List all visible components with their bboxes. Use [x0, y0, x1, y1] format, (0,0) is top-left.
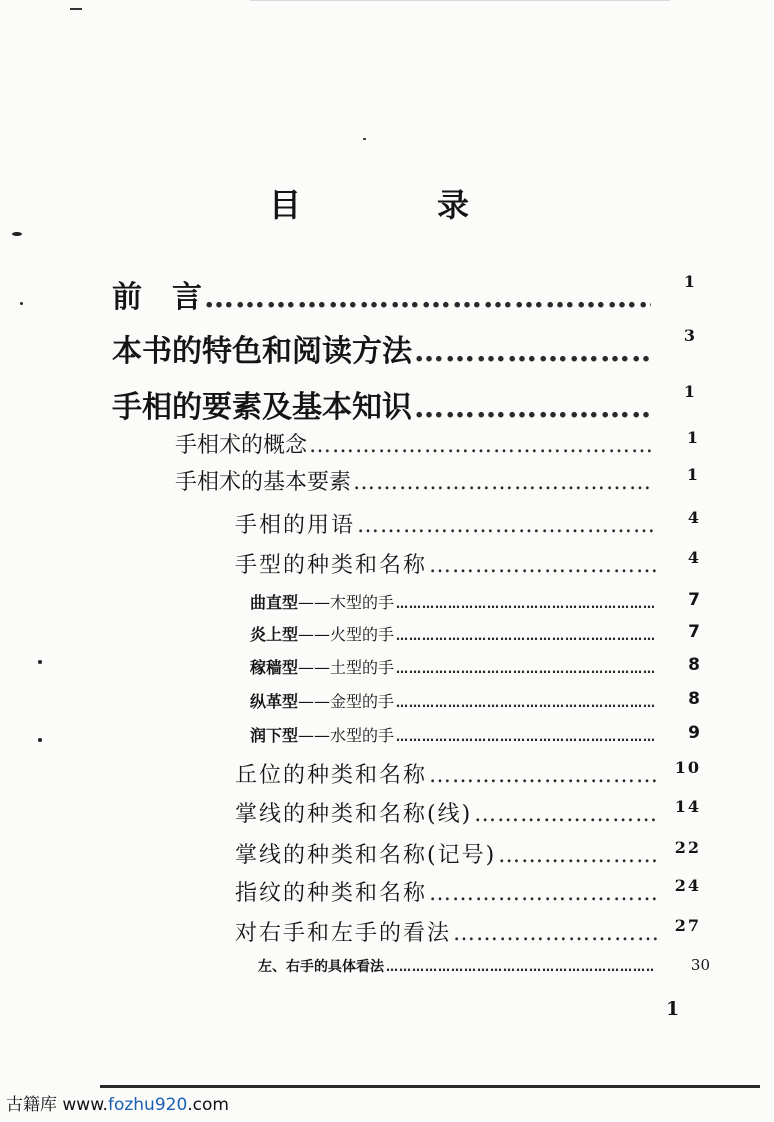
- scan-speck: [38, 660, 42, 664]
- toc-entry-label: 丘位的种类和名称: [235, 763, 428, 788]
- toc-entry[interactable]: [258, 956, 710, 976]
- toc-entry-page: 27: [674, 916, 701, 935]
- toc-entry[interactable]: [175, 465, 698, 496]
- toc-entry-page: 14: [674, 797, 701, 816]
- toc-entry[interactable]: [250, 723, 700, 746]
- leader-dots: [309, 433, 654, 458]
- scan-speck: [363, 138, 366, 140]
- toc-entry-label: 纵革型: [250, 692, 299, 711]
- leader-dots: [396, 730, 654, 744]
- toc-entry-subtitle: ——木型的手: [298, 593, 395, 612]
- leader-dots: [396, 662, 654, 676]
- toc-entry[interactable]: [235, 797, 701, 828]
- scan-speck: [12, 232, 22, 236]
- toc-entry[interactable]: [235, 916, 701, 947]
- leader-dots: [204, 280, 651, 315]
- leader-dots: [453, 921, 657, 946]
- toc-entry[interactable]: [235, 548, 701, 579]
- toc-entry-label: 曲直型: [250, 593, 299, 612]
- toc-entry-page: 1: [686, 428, 698, 447]
- toc-entry-page: 1: [683, 272, 695, 291]
- leader-dots: [414, 334, 651, 369]
- toc-title-char-1: 目: [269, 186, 302, 224]
- toc-entry-page: 1: [683, 382, 695, 401]
- toc-entry-page: 4: [687, 508, 701, 527]
- toc-entry-page: 3: [683, 326, 695, 345]
- toc-entry-label: 指纹的种类和名称: [235, 881, 428, 906]
- scan-edge: [250, 0, 670, 1]
- toc-entry[interactable]: [250, 689, 700, 712]
- leader-dots: [353, 470, 654, 495]
- toc-entry-label: 对右手和左手的看法: [235, 921, 452, 946]
- watermark-prefix: 古籍库 www.: [6, 1095, 108, 1115]
- toc-entry[interactable]: [112, 382, 695, 426]
- toc-entry[interactable]: [235, 838, 701, 869]
- toc-entry-page: 9: [688, 723, 700, 743]
- leader-dots: [429, 881, 657, 906]
- toc-entry[interactable]: [250, 622, 700, 645]
- toc-entry-subtitle: ——金型的手: [298, 692, 395, 711]
- scan-speck: [20, 302, 23, 305]
- watermark-suffix: .com: [187, 1095, 229, 1115]
- toc-entry-page: 30: [690, 956, 710, 974]
- toc-entry-label: 稼穑型: [250, 658, 299, 677]
- toc-entry-label: 掌线的种类和名称(线): [235, 802, 473, 827]
- toc-entry-page: 24: [674, 876, 701, 895]
- scan-mark: [70, 8, 82, 10]
- toc-entry-label: 手相的用语: [235, 513, 356, 538]
- leader-dots: [414, 390, 651, 425]
- toc-title-char-2: 录: [437, 186, 470, 224]
- toc-entry[interactable]: [112, 272, 695, 316]
- toc-entry-label: 左、右手的具体看法: [258, 959, 384, 975]
- toc-entry-page: 10: [674, 758, 701, 777]
- toc-entry-label: 手型的种类和名称: [235, 553, 428, 578]
- toc-entry-label: 手相的要素及基本知识: [112, 390, 412, 425]
- page-number: 1: [666, 998, 680, 1020]
- toc-entry[interactable]: [250, 655, 700, 678]
- toc-entry-page: 4: [687, 548, 701, 567]
- leader-dots: [498, 843, 657, 868]
- site-watermark: [6, 1090, 229, 1115]
- toc-entry-label: 手相术的基本要素: [175, 470, 352, 495]
- leader-dots: [357, 513, 657, 538]
- toc-entry-label: 本书的特色和阅读方法: [112, 334, 412, 369]
- toc-entry[interactable]: [235, 758, 701, 789]
- scan-speck: [38, 738, 42, 742]
- toc-entry-page: 8: [688, 689, 700, 709]
- leader-dots: [474, 802, 657, 827]
- toc-title: [0, 180, 774, 224]
- leader-dots: [386, 960, 654, 974]
- toc-entry-label: 炎上型: [250, 625, 299, 644]
- bottom-rule: [100, 1085, 760, 1088]
- toc-entry-label: 掌线的种类和名称(记号): [235, 843, 497, 868]
- toc-entry-label: 手相术的概念: [175, 433, 308, 458]
- leader-dots: [396, 696, 654, 710]
- toc-entry-label: 前 言: [112, 280, 202, 315]
- toc-entry-subtitle: ——水型的手: [298, 726, 395, 745]
- leader-dots: [429, 553, 657, 578]
- toc-entry-page: 8: [688, 655, 700, 675]
- watermark-domain: fozhu920: [107, 1095, 188, 1115]
- leader-dots: [429, 763, 657, 788]
- leader-dots: [396, 597, 654, 611]
- toc-entry[interactable]: [250, 590, 700, 613]
- toc-entry-subtitle: ——土型的手: [298, 658, 395, 677]
- toc-entry-label: 润下型: [250, 726, 299, 745]
- toc-entry[interactable]: [235, 876, 701, 907]
- toc-entry-page: 22: [674, 838, 701, 857]
- leader-dots: [396, 629, 654, 643]
- toc-entry-page: 7: [688, 590, 700, 610]
- toc-entry-page: 7: [688, 622, 700, 642]
- toc-entry-page: 1: [686, 465, 698, 484]
- toc-entry[interactable]: [175, 428, 698, 459]
- toc-entry[interactable]: [235, 508, 701, 539]
- toc-entry-subtitle: ——火型的手: [298, 625, 395, 644]
- toc-entry[interactable]: [112, 326, 695, 370]
